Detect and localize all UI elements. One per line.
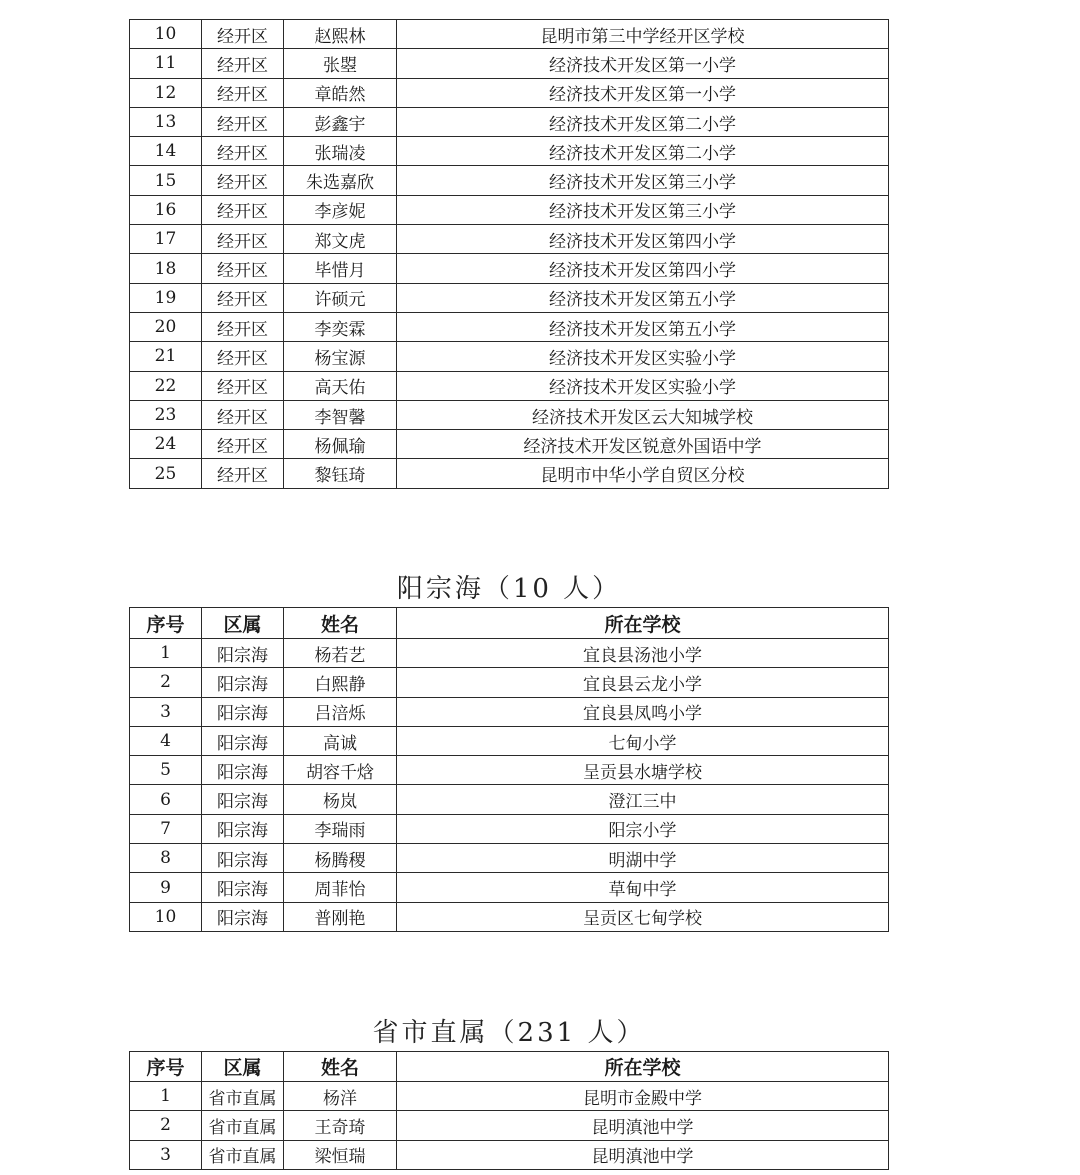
cell-name: 白熙静 — [284, 668, 397, 697]
cell-index: 20 — [130, 312, 202, 341]
header-school: 所在学校 — [397, 1052, 889, 1082]
cell-district: 阳宗海 — [202, 697, 284, 726]
table-row — [130, 137, 889, 166]
table-row — [130, 312, 889, 341]
cell-name: 许硕元 — [284, 283, 397, 312]
table-body — [130, 20, 889, 489]
cell-index: 19 — [130, 283, 202, 312]
cell-district: 阳宗海 — [202, 873, 284, 902]
cell-district: 经开区 — [202, 78, 284, 107]
cell-name: 张曌 — [284, 49, 397, 78]
cell-school: 经济技术开发区第一小学 — [397, 78, 889, 107]
cell-index: 11 — [130, 49, 202, 78]
cell-district: 经开区 — [202, 195, 284, 224]
cell-school: 昆明市金殿中学 — [397, 1082, 889, 1111]
cell-school: 宜良县汤池小学 — [397, 639, 889, 668]
cell-district: 经开区 — [202, 342, 284, 371]
header-district: 区属 — [202, 608, 284, 639]
cell-school: 宜良县云龙小学 — [397, 668, 889, 697]
cell-district: 经开区 — [202, 371, 284, 400]
table-row — [130, 342, 889, 371]
cell-index: 2 — [130, 668, 202, 697]
cell-index: 7 — [130, 814, 202, 843]
cell-index: 3 — [130, 1140, 202, 1169]
cell-school: 七甸小学 — [397, 726, 889, 755]
cell-school: 阳宗小学 — [397, 814, 889, 843]
table-row — [130, 814, 889, 843]
cell-district: 经开区 — [202, 283, 284, 312]
cell-district: 阳宗海 — [202, 726, 284, 755]
cell-district: 经开区 — [202, 430, 284, 459]
cell-name: 朱选嘉欣 — [284, 166, 397, 195]
header-school: 所在学校 — [397, 608, 889, 639]
cell-district: 阳宗海 — [202, 814, 284, 843]
cell-name: 周菲怡 — [284, 873, 397, 902]
cell-district: 阳宗海 — [202, 668, 284, 697]
table-header — [130, 1052, 889, 1082]
table-row — [130, 756, 889, 785]
cell-school: 呈贡县水塘学校 — [397, 756, 889, 785]
cell-name: 杨腾稷 — [284, 844, 397, 873]
cell-index: 13 — [130, 107, 202, 136]
cell-name: 杨宝源 — [284, 342, 397, 371]
table-row — [130, 225, 889, 254]
cell-school: 经济技术开发区第二小学 — [397, 107, 889, 136]
cell-name: 梁恒瑞 — [284, 1140, 397, 1169]
cell-name: 张瑞凌 — [284, 137, 397, 166]
table-row — [130, 1082, 889, 1111]
header-index: 序号 — [130, 608, 202, 639]
table-row — [130, 697, 889, 726]
table-row — [130, 49, 889, 78]
cell-district: 经开区 — [202, 459, 284, 488]
table-row — [130, 844, 889, 873]
cell-school: 经济技术开发区第五小学 — [397, 283, 889, 312]
table-row — [130, 668, 889, 697]
table-row — [130, 1111, 889, 1140]
cell-district: 阳宗海 — [202, 844, 284, 873]
cell-school: 昆明市第三中学经开区学校 — [397, 20, 889, 49]
cell-index: 23 — [130, 400, 202, 429]
table-row — [130, 639, 889, 668]
cell-school: 澄江三中 — [397, 785, 889, 814]
cell-school: 经济技术开发区第五小学 — [397, 312, 889, 341]
cell-index: 21 — [130, 342, 202, 371]
cell-district: 经开区 — [202, 254, 284, 283]
cell-index: 15 — [130, 166, 202, 195]
cell-index: 2 — [130, 1111, 202, 1140]
cell-index: 16 — [130, 195, 202, 224]
header-district: 区属 — [202, 1052, 284, 1082]
table-body — [130, 639, 889, 932]
cell-school: 经济技术开发区云大知城学校 — [397, 400, 889, 429]
cell-index: 25 — [130, 459, 202, 488]
cell-school: 经济技术开发区第三小学 — [397, 195, 889, 224]
table-row — [130, 283, 889, 312]
cell-district: 经开区 — [202, 107, 284, 136]
cell-index: 24 — [130, 430, 202, 459]
cell-name: 李彦妮 — [284, 195, 397, 224]
cell-name: 普刚艳 — [284, 902, 397, 931]
table-jingkaiqu — [129, 19, 889, 489]
table-row — [130, 195, 889, 224]
cell-district: 阳宗海 — [202, 902, 284, 931]
cell-name: 郑文虎 — [284, 225, 397, 254]
cell-district: 经开区 — [202, 400, 284, 429]
table-row — [130, 459, 889, 488]
cell-school: 昆明滇池中学 — [397, 1111, 889, 1140]
cell-district: 阳宗海 — [202, 756, 284, 785]
table-row — [130, 430, 889, 459]
cell-district: 省市直属 — [202, 1111, 284, 1140]
cell-index: 9 — [130, 873, 202, 902]
cell-school: 宜良县凤鸣小学 — [397, 697, 889, 726]
cell-district: 省市直属 — [202, 1140, 284, 1169]
cell-name: 杨若艺 — [284, 639, 397, 668]
cell-district: 经开区 — [202, 137, 284, 166]
table-row — [130, 254, 889, 283]
cell-index: 6 — [130, 785, 202, 814]
cell-index: 10 — [130, 902, 202, 931]
table-row — [130, 371, 889, 400]
cell-district: 阳宗海 — [202, 785, 284, 814]
cell-district: 经开区 — [202, 312, 284, 341]
cell-school: 草甸中学 — [397, 873, 889, 902]
cell-district: 经开区 — [202, 166, 284, 195]
cell-name: 高天佑 — [284, 371, 397, 400]
cell-index: 1 — [130, 1082, 202, 1111]
table-row — [130, 785, 889, 814]
cell-school: 经济技术开发区锐意外国语中学 — [397, 430, 889, 459]
header-name: 姓名 — [284, 1052, 397, 1082]
cell-name: 彭鑫宇 — [284, 107, 397, 136]
cell-name: 吕涪烁 — [284, 697, 397, 726]
section-title-shengshizhishu: 省市直属（231 人） — [372, 1018, 646, 1048]
cell-school: 经济技术开发区第四小学 — [397, 254, 889, 283]
cell-name: 胡容千焓 — [284, 756, 397, 785]
table-row — [130, 400, 889, 429]
cell-school: 明湖中学 — [397, 844, 889, 873]
table-row — [130, 78, 889, 107]
cell-name: 李智馨 — [284, 400, 397, 429]
cell-district: 经开区 — [202, 49, 284, 78]
cell-name: 李瑞雨 — [284, 814, 397, 843]
cell-school: 经济技术开发区第三小学 — [397, 166, 889, 195]
cell-name: 杨洋 — [284, 1082, 397, 1111]
table-row — [130, 902, 889, 931]
cell-school: 经济技术开发区第四小学 — [397, 225, 889, 254]
table-shengshizhishu — [129, 1051, 889, 1170]
cell-index: 1 — [130, 639, 202, 668]
cell-index: 5 — [130, 756, 202, 785]
cell-name: 李奕霖 — [284, 312, 397, 341]
cell-school: 昆明市中华小学自贸区分校 — [397, 459, 889, 488]
cell-school: 经济技术开发区实验小学 — [397, 342, 889, 371]
table-yangzonghai — [129, 607, 889, 932]
cell-district: 经开区 — [202, 20, 284, 49]
cell-index: 12 — [130, 78, 202, 107]
table-row — [130, 726, 889, 755]
table-row — [130, 873, 889, 902]
cell-name: 毕惜月 — [284, 254, 397, 283]
cell-name: 黎钰琦 — [284, 459, 397, 488]
cell-name: 杨岚 — [284, 785, 397, 814]
table-row — [130, 20, 889, 49]
cell-name: 高诚 — [284, 726, 397, 755]
header-name: 姓名 — [284, 608, 397, 639]
section-title-yangzonghai: 阳宗海（10 人） — [396, 574, 622, 604]
cell-index: 14 — [130, 137, 202, 166]
cell-district: 阳宗海 — [202, 639, 284, 668]
cell-name: 赵熙林 — [284, 20, 397, 49]
cell-index: 3 — [130, 697, 202, 726]
cell-name: 王奇琦 — [284, 1111, 397, 1140]
table-row — [130, 166, 889, 195]
header-row — [130, 1052, 889, 1082]
cell-district: 经开区 — [202, 225, 284, 254]
cell-school: 昆明滇池中学 — [397, 1140, 889, 1169]
cell-district: 省市直属 — [202, 1082, 284, 1111]
header-row — [130, 608, 889, 639]
cell-index: 17 — [130, 225, 202, 254]
table-row — [130, 107, 889, 136]
table-body — [130, 1082, 889, 1170]
cell-school: 呈贡区七甸学校 — [397, 902, 889, 931]
cell-index: 18 — [130, 254, 202, 283]
cell-school: 经济技术开发区实验小学 — [397, 371, 889, 400]
cell-school: 经济技术开发区第一小学 — [397, 49, 889, 78]
cell-name: 章皓然 — [284, 78, 397, 107]
cell-index: 8 — [130, 844, 202, 873]
header-index: 序号 — [130, 1052, 202, 1082]
cell-school: 经济技术开发区第二小学 — [397, 137, 889, 166]
table-header — [130, 608, 889, 639]
cell-index: 10 — [130, 20, 202, 49]
cell-index: 4 — [130, 726, 202, 755]
cell-index: 22 — [130, 371, 202, 400]
cell-name: 杨佩瑜 — [284, 430, 397, 459]
table-row — [130, 1140, 889, 1169]
